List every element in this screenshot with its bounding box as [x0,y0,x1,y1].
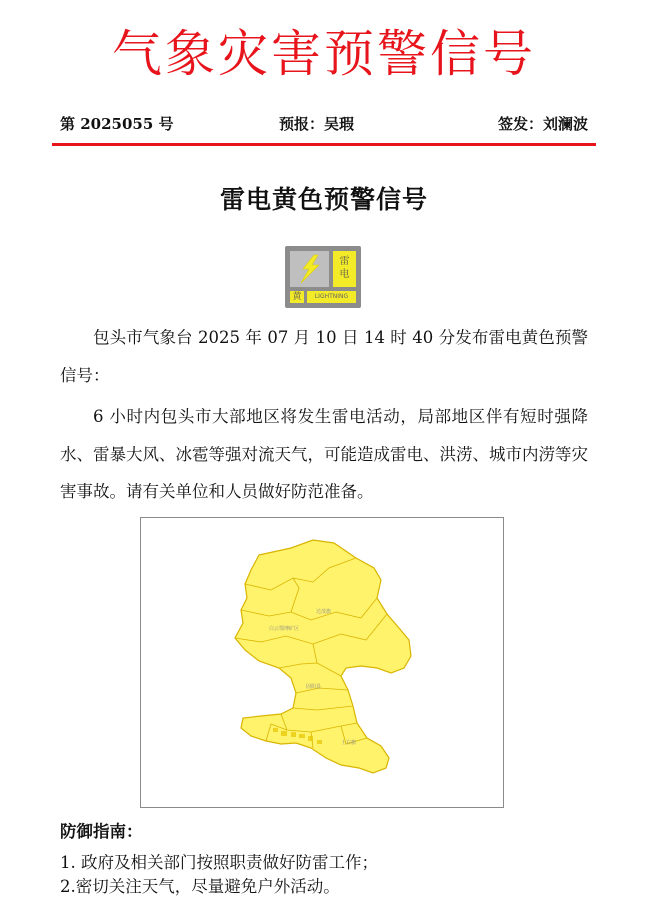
map-label-tuyou: 土右旗 [341,740,357,746]
document-title: 雷电黄色预警信号 [219,185,428,214]
defense-guide-item: 2.密切关注天气，尽量避免户外活动。 [60,877,340,896]
warning-body-paragraph: 6 小时内包头市大部地区将发生雷电活动，局部地区伴有短时强降水、雷暴大风、冰雹等强对流天气，可能造成雷电、洪涝、城市内涝等灾害事故。请有关单位和人员做好防范准备。 [60,407,588,501]
map-label-baiyun: 白云鄂博矿区 [269,626,300,632]
map-label-damao: 达茂旗 [316,609,332,615]
defense-guide-item: 1. 政府及相关部门按照职责做好防雷工作； [60,853,378,872]
defense-guide-heading: 防御指南： [60,822,143,841]
header-divider [52,143,596,146]
issue-number: 第 2025055 号 [60,115,174,133]
signal-label: 雷 电 [333,251,356,287]
warning-area-map [140,517,504,808]
masthead-title: 气象灾害预警信号 [112,25,536,83]
lightning-bolt-icon [290,251,329,287]
lightning-yellow-warning-icon [285,246,361,308]
issuance-paragraph: 包头市气象台 2025 年 07 月 10 日 14 时 40 分发布雷电黄色预警信号： [60,328,588,385]
signal-english-label: LIGHTNING [307,291,356,303]
signal-color-label: 黄 [290,291,304,303]
baotou-region-shape [235,540,411,773]
signer: 签发：刘澜波 [497,115,588,133]
forecaster: 预报：吴瑕 [279,115,355,133]
map-label-guyang: 固阳县 [306,684,322,690]
issue-meta-row [60,112,588,136]
